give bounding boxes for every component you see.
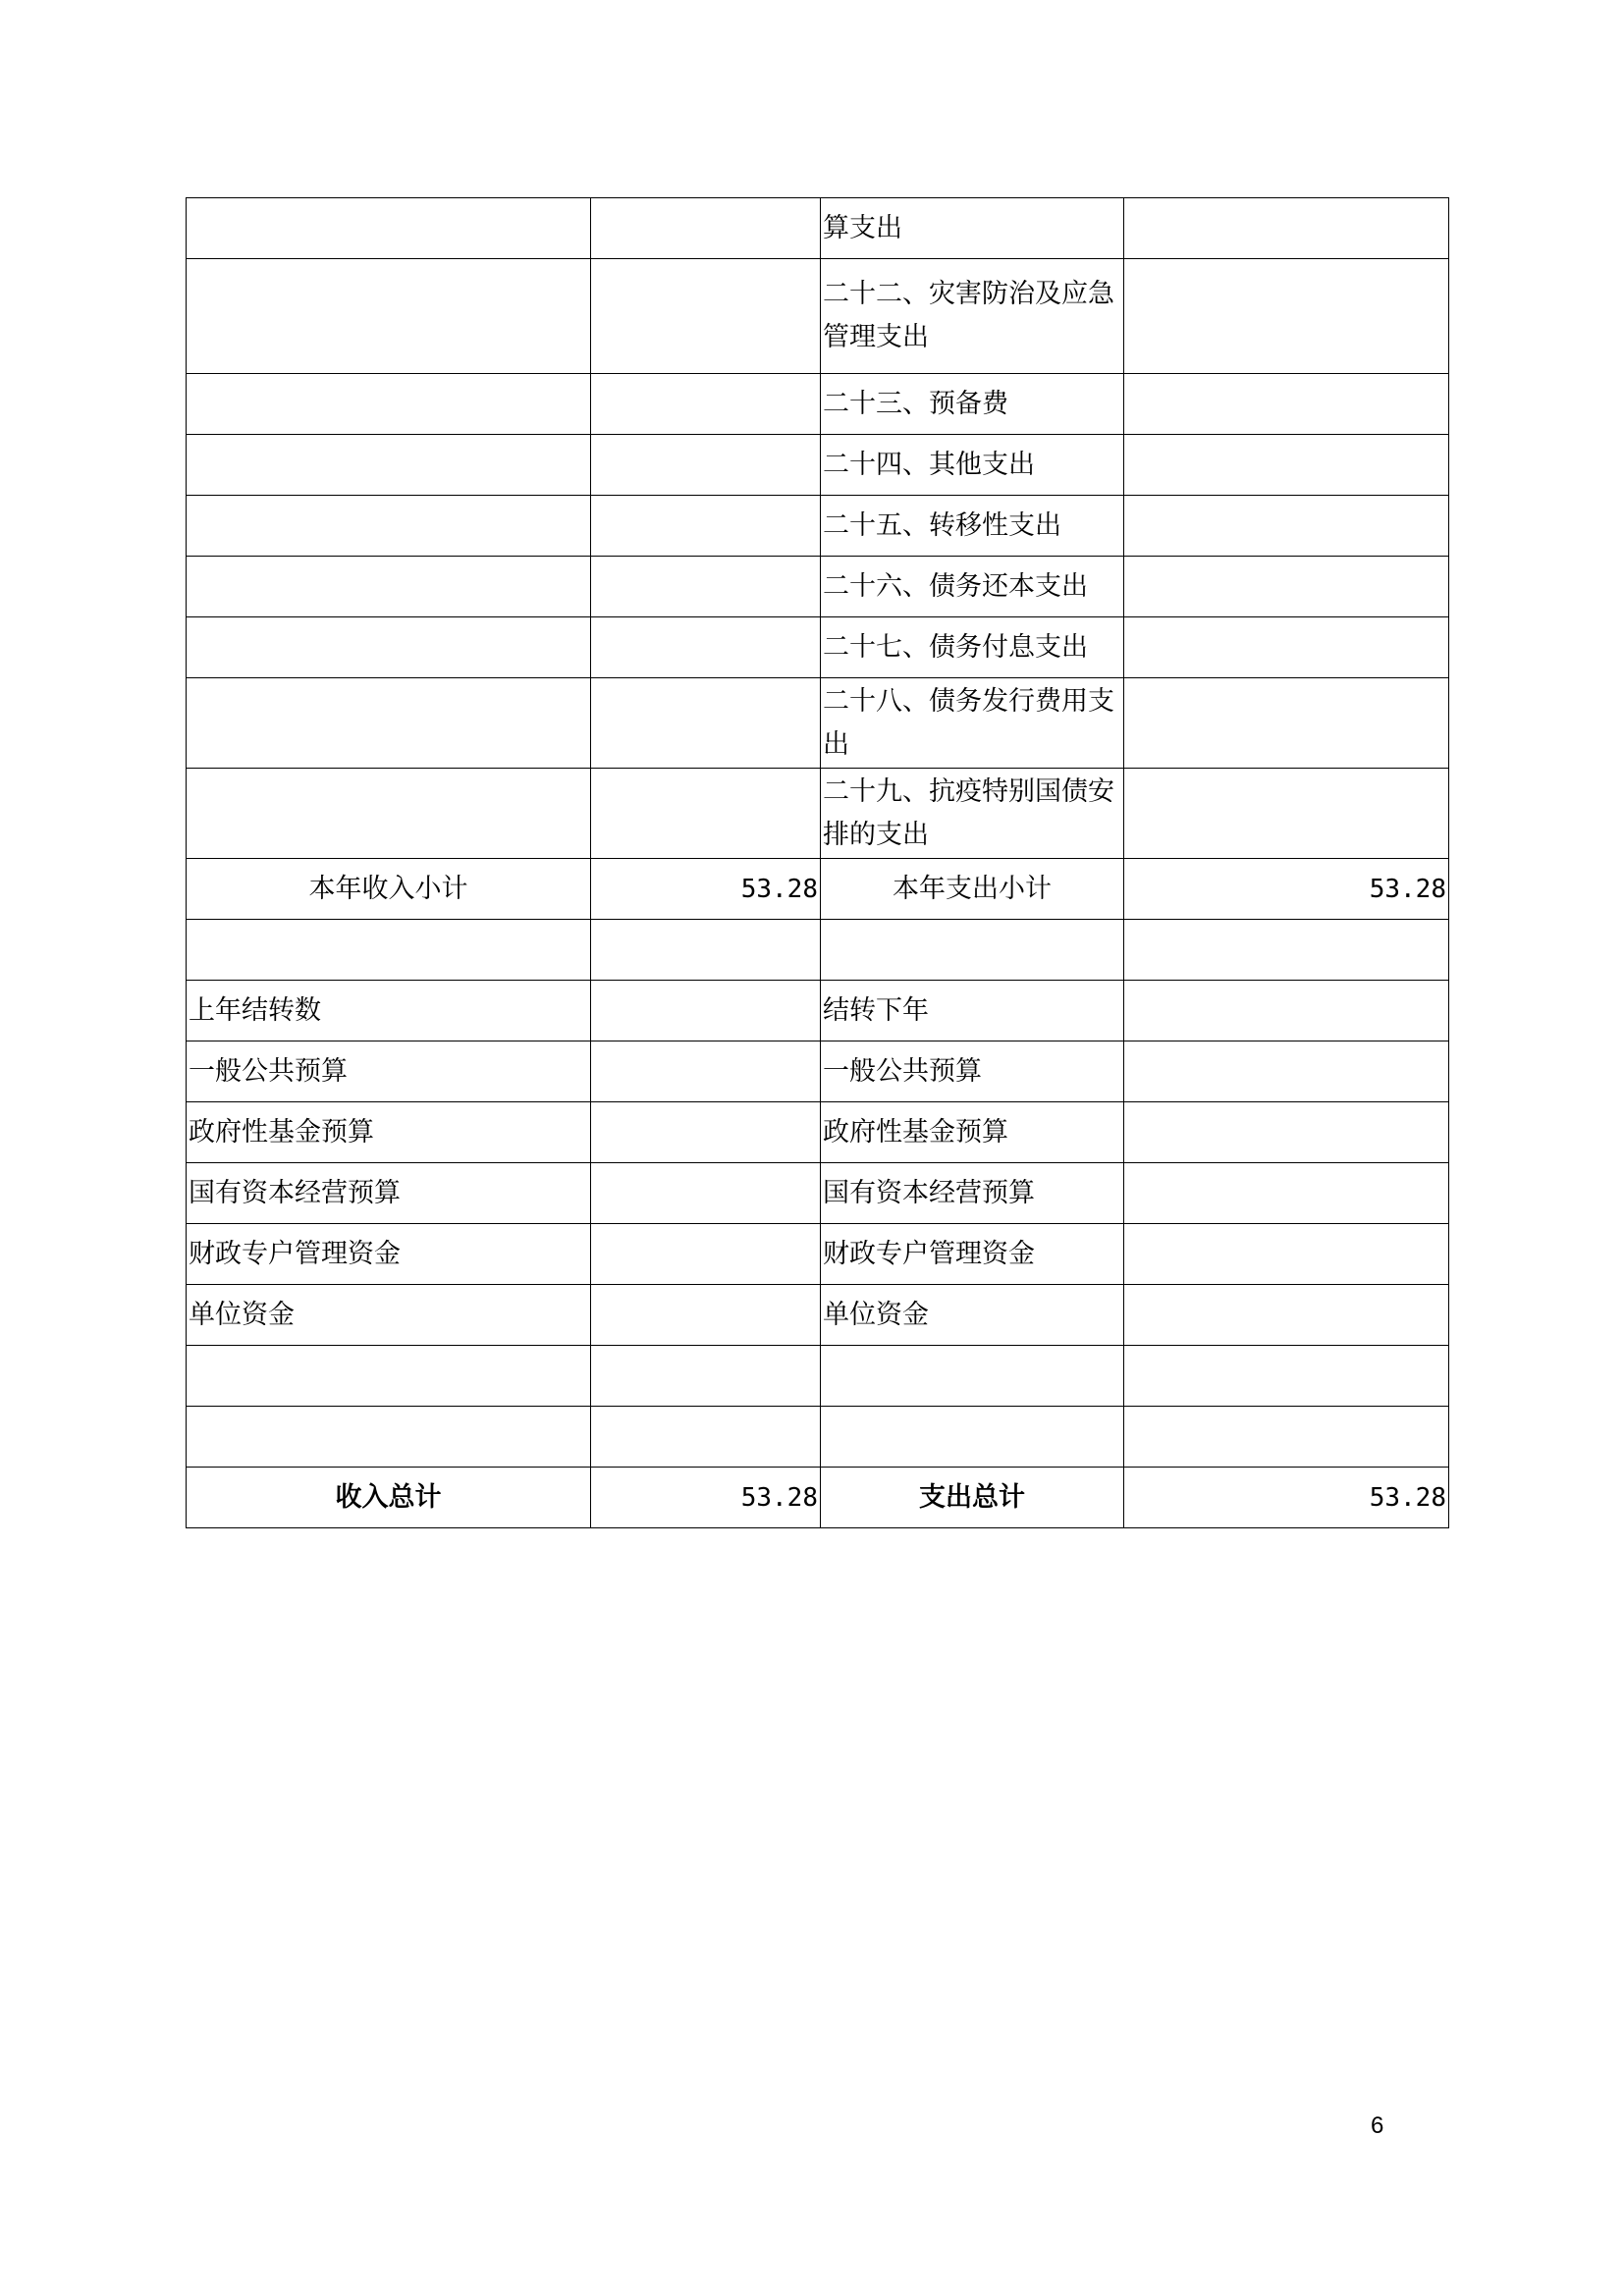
- income-total-label: 收入总计: [187, 1468, 591, 1528]
- expense-item: 二十二、灾害防治及应急管理支出: [821, 259, 1124, 374]
- expense-amount: [1124, 1041, 1449, 1102]
- income-amount: [591, 1407, 821, 1468]
- expense-amount: [1124, 1407, 1449, 1468]
- expense-item: 单位资金: [821, 1285, 1124, 1346]
- table-row: [187, 617, 1449, 678]
- income-amount: [591, 920, 821, 981]
- table-row: [187, 1224, 1449, 1285]
- table-row: [187, 1163, 1449, 1224]
- expense-total-amount: 53.28: [1124, 1468, 1449, 1528]
- income-item: [187, 435, 591, 496]
- expense-amount: [1124, 769, 1449, 859]
- expense-amount: [1124, 1163, 1449, 1224]
- table-row: [187, 981, 1449, 1041]
- income-amount: [591, 1224, 821, 1285]
- expense-item: 财政专户管理资金: [821, 1224, 1124, 1285]
- expense-amount: [1124, 1224, 1449, 1285]
- expense-subtotal-amount: 53.28: [1124, 859, 1449, 920]
- expense-amount: [1124, 374, 1449, 435]
- expense-amount: [1124, 557, 1449, 617]
- page-number: 6: [1371, 2112, 1384, 2139]
- expense-item: 二十五、转移性支出: [821, 496, 1124, 557]
- expense-total-label: 支出总计: [821, 1468, 1124, 1528]
- expense-amount: [1124, 1285, 1449, 1346]
- income-amount: [591, 1041, 821, 1102]
- expense-item: 二十八、债务发行费用支出: [821, 678, 1124, 769]
- expense-item: 二十七、债务付息支出: [821, 617, 1124, 678]
- income-amount: [591, 1102, 821, 1163]
- income-item: [187, 259, 591, 374]
- income-amount: [591, 496, 821, 557]
- table-row: [187, 1285, 1449, 1346]
- table-row: [187, 496, 1449, 557]
- income-amount: [591, 1346, 821, 1407]
- income-amount: [591, 259, 821, 374]
- income-item: [187, 1407, 591, 1468]
- table-row: [187, 1041, 1449, 1102]
- income-subtotal-amount: 53.28: [591, 859, 821, 920]
- income-item: [187, 557, 591, 617]
- income-amount: [591, 374, 821, 435]
- expense-item: [821, 1346, 1124, 1407]
- expense-amount: [1124, 981, 1449, 1041]
- income-item: 国有资本经营预算: [187, 1163, 591, 1224]
- expense-amount: [1124, 678, 1449, 769]
- table-row: [187, 859, 1449, 920]
- expense-amount: [1124, 435, 1449, 496]
- expense-item: 二十九、抗疫特别国债安排的支出: [821, 769, 1124, 859]
- table-row: [187, 920, 1449, 981]
- expense-item: [821, 920, 1124, 981]
- table-row: [187, 1346, 1449, 1407]
- expense-item: 二十三、预备费: [821, 374, 1124, 435]
- income-item: [187, 374, 591, 435]
- table-row: [187, 678, 1449, 769]
- table-row: [187, 374, 1449, 435]
- table-row: [187, 435, 1449, 496]
- expense-item: 国有资本经营预算: [821, 1163, 1124, 1224]
- budget-table: [186, 197, 1449, 1528]
- expense-amount: [1124, 617, 1449, 678]
- expense-item: 二十六、债务还本支出: [821, 557, 1124, 617]
- income-carryover-label: 上年结转数: [187, 981, 591, 1041]
- income-amount: [591, 1163, 821, 1224]
- income-amount: [591, 435, 821, 496]
- income-item: [187, 198, 591, 259]
- income-item: [187, 617, 591, 678]
- table-row: [187, 259, 1449, 374]
- expense-amount: [1124, 920, 1449, 981]
- income-amount: [591, 1285, 821, 1346]
- income-item: [187, 920, 591, 981]
- income-amount: [591, 981, 821, 1041]
- expense-amount: [1124, 1346, 1449, 1407]
- income-amount: [591, 617, 821, 678]
- income-amount: [591, 769, 821, 859]
- table-row: [187, 769, 1449, 859]
- expense-amount: [1124, 198, 1449, 259]
- income-item: 单位资金: [187, 1285, 591, 1346]
- table-row: [187, 198, 1449, 259]
- income-item: [187, 1346, 591, 1407]
- table-row: [187, 557, 1449, 617]
- income-item: [187, 496, 591, 557]
- expense-subtotal-label: 本年支出小计: [821, 859, 1124, 920]
- table-row: [187, 1102, 1449, 1163]
- table-row: [187, 1468, 1449, 1528]
- expense-item: 算支出: [821, 198, 1124, 259]
- expense-amount: [1124, 259, 1449, 374]
- income-total-amount: 53.28: [591, 1468, 821, 1528]
- income-item: 财政专户管理资金: [187, 1224, 591, 1285]
- income-item: 一般公共预算: [187, 1041, 591, 1102]
- income-item: 政府性基金预算: [187, 1102, 591, 1163]
- expense-amount: [1124, 1102, 1449, 1163]
- expense-carryforward-label: 结转下年: [821, 981, 1124, 1041]
- income-amount: [591, 678, 821, 769]
- expense-item: 政府性基金预算: [821, 1102, 1124, 1163]
- income-item: [187, 678, 591, 769]
- table-row: [187, 1407, 1449, 1468]
- expense-item: [821, 1407, 1124, 1468]
- expense-item: 二十四、其他支出: [821, 435, 1124, 496]
- income-item: [187, 769, 591, 859]
- expense-item: 一般公共预算: [821, 1041, 1124, 1102]
- expense-amount: [1124, 496, 1449, 557]
- income-subtotal-label: 本年收入小计: [187, 859, 591, 920]
- income-amount: [591, 557, 821, 617]
- income-amount: [591, 198, 821, 259]
